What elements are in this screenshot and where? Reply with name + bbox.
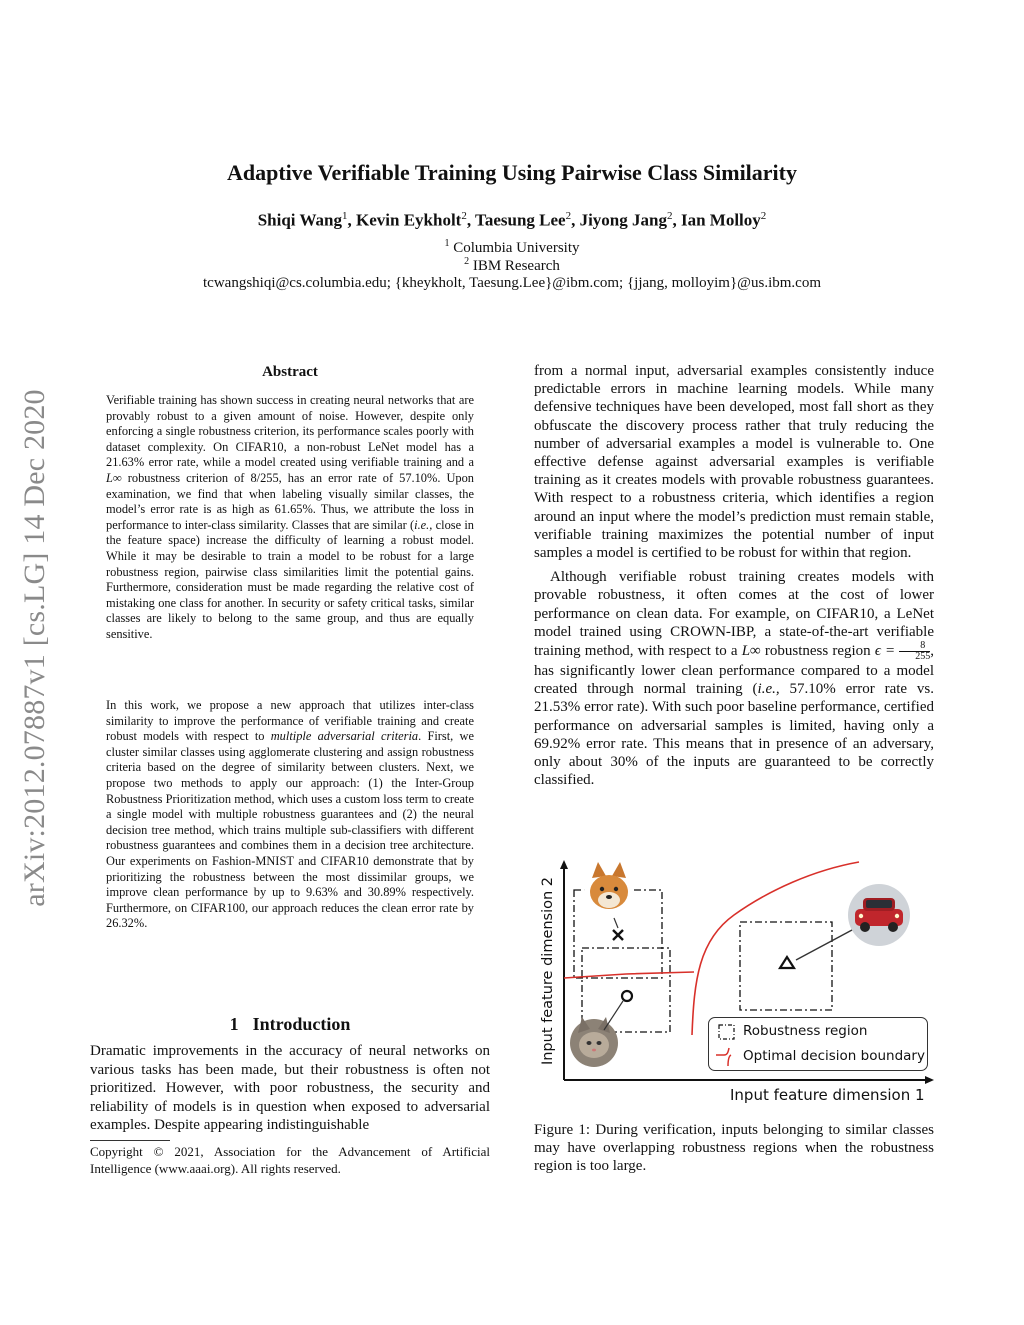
intro-right-text — [534, 362, 934, 789]
abstract-heading: Abstract — [262, 364, 318, 380]
y-axis-arrowhead — [560, 860, 568, 869]
legend-label-robustness-region: Robustness region — [743, 1023, 868, 1039]
x-axis-arrowhead — [925, 1076, 934, 1084]
figure-legend — [708, 1017, 928, 1071]
intro-paragraph-2: Although verifiable robust training creates models with provable robustness, it often comes at the cost of lower performance on clean data. For example, on CIFAR10, a LeNet model trained using CROWN-IBP, a state-of-the-art verifiable training method, with respect to a L∞ robustness region ϵ = $\frac{8}{255}$ , has significantly lower clean performance compared to a model created through normal training (i.e., 57.10% error rate vs. 21.53% error rate). With such poor baseline performance, certified performance on adversarial samples is limited, having only a 69.92% error rate. This means that in presence of an adversary, only about 30% of the inputs are guaranteed to be correctly classified. — [534, 569, 935, 789]
cross-marker — [613, 930, 623, 940]
dog-image — [584, 862, 634, 917]
decision-boundary-horizontal — [564, 972, 694, 978]
author-name: Taesung Lee — [475, 210, 566, 230]
intro-paragraph-1: from a normal input, adversarial examples consistently induce predictable errors in machine learning models. While many defensive techniques have been developed, most fall short as they obfuscate the discovery process rather that truly reducing the number of adversarial examples a model is vulnerable to. One effective defense against adversarial examples is verifiable training as it creates models with provable robustness guarantees. With respect to a robustness criteria, which identifies a region around an input where the model’s prediction must remain stable, verifiable training maximizes the potential number of input samples a model is certified to be robust for within that region. — [534, 363, 934, 562]
circle-marker — [622, 991, 632, 1001]
footnote-rule — [90, 1140, 170, 1141]
figure-y-axis-label: Input feature dimension 2 — [540, 876, 556, 1066]
author-name: Kevin Eykholt — [356, 210, 462, 230]
decision-boundary-legend-icon — [715, 1047, 739, 1067]
paper-title: Adaptive Verifiable Training Using Pairwise Class Similarity — [227, 160, 797, 185]
figure-1-caption: Figure 1: During verification, inputs belonging to similar classes may have overlapping robustness regions when the robustness region is too large. — [534, 1122, 934, 1175]
triangle-marker — [780, 957, 794, 968]
fraction-8-255: $\frac{8}{255}$ — [899, 641, 930, 662]
affiliation-2: $^2$ IBM Research — [464, 256, 560, 274]
legend-label-decision-boundary: Optimal decision boundary — [743, 1048, 925, 1064]
robustness-region-legend-icon — [717, 1023, 737, 1041]
section-heading-introduction: 1 Introduction — [229, 1014, 351, 1034]
author-name: Jiyong Jang — [579, 210, 667, 230]
author-name: Ian Molloy — [680, 210, 761, 230]
dog-pointer-line — [614, 918, 618, 928]
figure-x-axis-label: Input feature dimension 1 — [730, 1086, 925, 1104]
arxiv-stamp: arXiv:2012.07887v1 [cs.LG] 14 Dec 2020 — [18, 388, 51, 907]
copyright-note: Copyright © 2021, Association for the Advancement of Artificial Intelligence (www.aaai.org). All rights reserved. — [90, 1144, 490, 1176]
affiliation-1: $^1$ Columbia University — [444, 238, 580, 256]
author-list: Shiqi Wang$^1$, Kevin Eykholt$^2$, Taesung Lee$^2$, Jiyong Jang$^2$, Ian Molloy$^2$ — [257, 210, 767, 230]
author-emails: tcwangshiqi@cs.columbia.edu; {kheykholt, Taesung.Lee}@ibm.com; {jjang, molloyim}@us.ibm.com — [203, 275, 821, 291]
abstract-paragraph-1: Verifiable training has shown success in creating neural networks that are provably robust to a given amount of noise. However, despite only enforcing a single robustness criterion, its performance scales poorly with dataset complexity. On CIFAR10, a non-robust LeNet model has a 21.63% error rate, while a model created using verifiable training and a L∞ robustness criterion of 8/255, has an error rate of 57.10%. Upon examination, we find that when labeling visually similar classes, the model’s error rate is as high as 61.65%. Thus, we attribute the loss in performance to inter-class similarity. Classes that are similar (i.e., close in the feature space) increase the difficulty of learning a robust model. While it may be desirable to train a model to be robust for a large robustness region, pairwise class similarities limit the potential gains. Furthermore, consideration must be made regarding the relative cost of mistaking one class for another. In security or safety critical tasks, similar classes are likely to belong to the same group, and thus are equally sensitive. — [106, 393, 474, 641]
robustness-region-car — [740, 922, 832, 1010]
intro-left-text: Dramatic improvements in the accuracy of neural networks on various tasks has been made, but their robustness is often not prioritized. However, with poor robustness, the security and reliability of models is in question when exposed to adversarial examples. Despite appearing indistinguishable — [90, 1043, 490, 1134]
author-name: Shiqi Wang — [257, 210, 342, 230]
abstract-paragraph-2: In this work, we propose a new approach that utilizes inter-class similarity to improve the performance of verifiable training and create robust models with respect to multiple adversarial criteria. First, we cluster similar classes using agglomerate clustering and assign robustness criteria based on the degree of similarity between clusters. Next, we propose two methods to apply our approach: (1) the Inter-Group Robustness Prioritization method, which uses a custom loss term to create a single model with multiple robustness guarantees and (2) the neural decision tree method, which trains multiple sub-classifiers with different robustness guarantees and combines them in a decision tree architecture. Our experiments on Fashion-MNIST and CIFAR10 demonstrate that by prioritizing the robustness between the most dissimilar groups, we improve clean performance by up to 9.63% and 30.89% respectively. Furthermore, on CIFAR100, our approach reduces the clean error rate by 26.32%. — [106, 698, 474, 931]
car-image — [848, 884, 910, 946]
car-pointer-line — [796, 930, 852, 960]
decision-boundary-curve — [692, 862, 859, 1035]
cat-image — [570, 1017, 618, 1067]
cat-pointer-line — [604, 1001, 623, 1030]
